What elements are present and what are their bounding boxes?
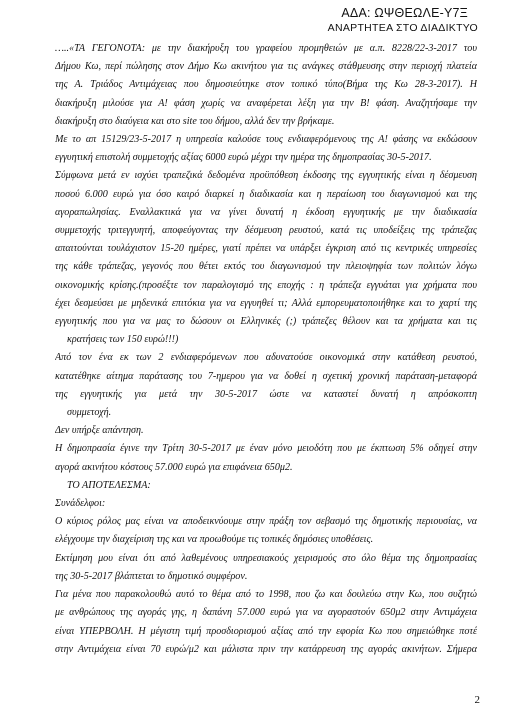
text-line: Δεν υπήρξε απάντηση. [55, 425, 144, 437]
text-line: Για μένα που παρακολουθώ αυτό το θέμα από το 1998, που ζω και δουλεύω στην Κω, που συζητώ [55, 589, 477, 601]
text-line: οικονομικής κρίσης.(προσέξτε τον παραλογισμό της εποχής : η τράπεζα εγγυάται για χρήματα που [55, 279, 477, 291]
text-line: της Α. Τριάδος Αντιμάχειας που δημοσιεύτηκε στον τοπικό τύπο(Βήμα της Κω 28-3-2017). Η [55, 79, 477, 91]
text-line: αγορά ακινήτου κόστους 57.000 ευρώ για επιφάνεια 650μ2. [55, 461, 293, 473]
text-line: Δήμου Κω, περί πώλησης στον Δήμο Κω ακινήτου για τις ανάγκες στάθμευσης στην περιοχή πλατεία [55, 61, 477, 73]
text-line: Η δημοπρασία έγινε την Τρίτη 30-5-2017 με έναν μόνο μειοδότη που με έκπτωση 5% οδηγεί στην [55, 443, 477, 455]
text-line: κρατήσεις των 150 ευρώ!!!) [67, 334, 179, 346]
text-line: εγγυητικής που για να μας το δώσουν οι Ελληνικές (;) τράπεζες θέλουν και τα χρήματα και τις [55, 316, 477, 328]
text-line: είναι ΥΠΕΡΒΟΛΗ. Η μέγιστη τιμή προσδιορισμού αξίας από την εφορία Κω που σημειώθηκε ποτέ [55, 625, 477, 637]
text-line: Συνάδελφοι: [55, 498, 106, 510]
ada-code: ΑΔΑ: ΩΨΘΕΩΛΕ-Υ7Ξ [341, 6, 468, 20]
document-body [55, 40, 477, 659]
text-line: συμμετοχή. [67, 407, 112, 419]
text-line: εγγυητική επιστολή συμμετοχής αξίας 6000 ευρώ μέχρι την ημέρα της δημοπρασίας 30-5-2017. [55, 152, 432, 164]
text-line: με ανθρώπους της αγοράς γης, η δαπάνη 57.000 ευρώ για να αγοραστούν 650μ2 στην Αντιμάχεια [55, 607, 477, 619]
text-line: διακήρυξη μιλούσε για Α! φάση χωρίς να αναφέρεται λέξη για την Β! φάση. Αναζητήσαμε την [55, 97, 477, 109]
text-line: κατατέθηκε αίτημα παράτασης του 7-ημερου για να δοθεί η σχετική χρονική παράταση-μεταφορά [55, 370, 477, 382]
posted-online-label: ΑΝΑΡΤΗΤΕΑ ΣΤΟ ΔΙΑΔΙΚΤΥΟ [327, 22, 478, 34]
text-line: Εκτίμηση μου είναι ότι από λαθεμένους υπηρεσιακούς χειρισμούς στο όλο θέμα της δημοπρασίας [55, 552, 477, 564]
text-line: απαιτούνται τουλάχιστον 15-20 ημέρες, γιατί πρέπει να υπάρξει έγκριση από τις κεντρικές υπηρεσίες [55, 243, 477, 255]
text-line: Σύμφωνα μετά εν ισχύει τραπεζικά δεδομένα προϋπόθεση έκδοσης της εγγυητικής είναι η δέσμευση [55, 170, 477, 182]
section-heading: ΤΟ ΑΠΟΤΕΛΕΣΜΑ: [67, 479, 151, 491]
text-line: διακήρυξη στο διαύγεια και στο site του δήμου, αλλά δεν την βρήκαμε. [55, 115, 335, 127]
text-line: …..«ΤΑ ΓΕΓΟΝΟΤΑ: με την διακήρυξη του γραφείου προμηθειών με α.π. 8228/22-3-2017 του [55, 43, 477, 54]
text-line: ελέγχουμε την διαχείριση της και να προωθούμε τις τοπικές δημόσιες υποθέσεις. [55, 534, 374, 546]
text-line: ποσού 6.000 ευρώ για όσο καιρό διαρκεί η διαδικασία και η περαίωση του διαγωνισμού και της [55, 188, 477, 200]
text-line: στην Αντιμάχεια είναι 70 ευρώ/μ2 και μάλιστα πριν την κατάρρευση της αγοράς ακινήτων. Σήμερα [55, 643, 477, 655]
text-line: αγοραπωλησίας. Εναλλακτικά για να γίνει δυνατή η έκδοση εγγυητικής με την διαδικασία [55, 206, 477, 218]
text-line: έχει δεσμεύσει με μηδενικά επιτόκια για να εγγυηθεί τι; Αλλά εμπορευματοποιήθηκε και το χαρτί της [55, 297, 477, 309]
text-line: της εγγυητικής για μετά την 30-5-2017 ώστε να καταστεί δυνατή η απρόσκοπτη [55, 388, 477, 400]
text-line: συμμετοχής τριτεγγυητή, αποφεύγοντας την δέσμευση ρευστού, κατά τις υποδείξεις της τράπεζας [55, 225, 477, 237]
text-line: Από τον ένα εκ των 2 ενδιαφερόμενων που αδυνατούσε οικονομικά στην κατάθεση ρευστού, [55, 352, 477, 364]
text-line: Ο κύριος ρόλος μας είναι να αποδεικνύουμε στην πράξη τον σεβασμό της δημοτικής περιουσίας, να [55, 516, 477, 528]
page-number: 2 [474, 694, 480, 706]
text-line: Με το απ 15129/23-5-2017 η υπηρεσία καλούσε τους ενδιαφερόμενους της Α! φάσης να εκδώσουν [55, 134, 477, 146]
text-line: της 30-5-2017 βλάπτεται το δημοτικό συμφέρον. [55, 570, 248, 582]
text-line: της κάθε τράπεζας, γεγονός που θέτει εκτός του διαγωνισμού την πλειοψηφία των πολιτών λόγω [55, 261, 477, 273]
